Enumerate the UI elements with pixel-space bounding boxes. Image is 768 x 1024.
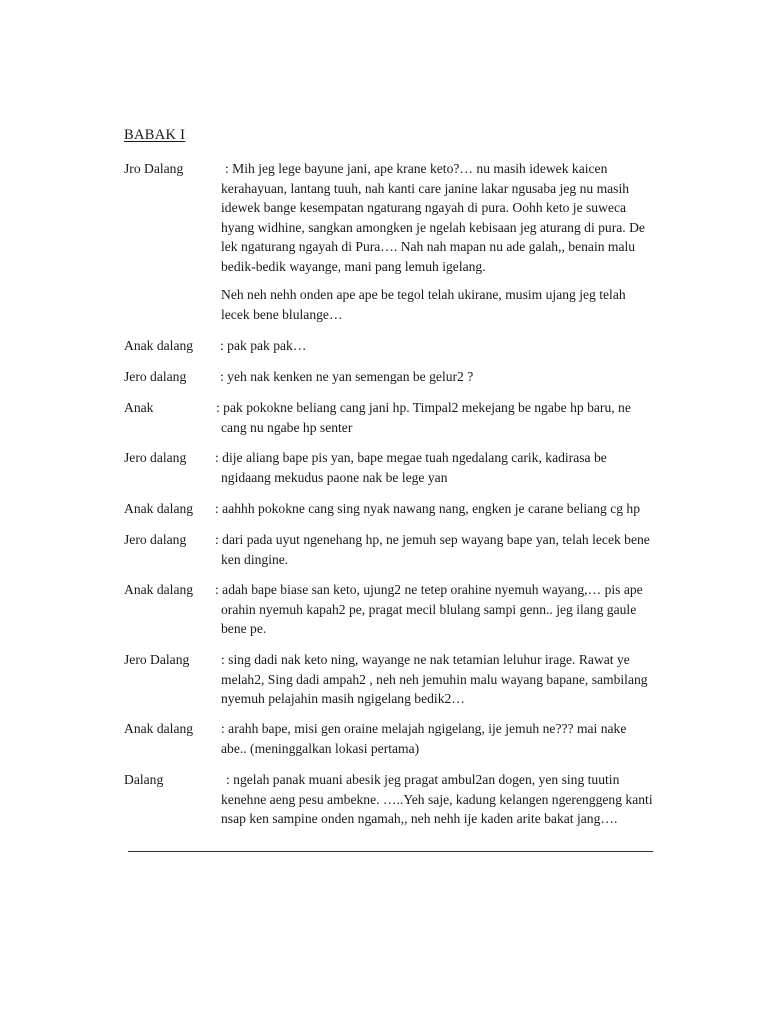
speaker-name: Anak dalang (124, 338, 194, 353)
speaker-name: Anak dalang (124, 582, 194, 597)
dialogue-line: melah2, Sing dadi ampah2 , neh neh jemuhin malu wayang bapane, sambilang (221, 671, 648, 687)
dialogue-line: ken dingine. (221, 551, 289, 567)
dialogue-line: lecek bene blulange… (221, 306, 343, 322)
dialogue-line: : ngelah panak muani abesik jeg pragat ambul2an dogen, yen sing tuutin (226, 772, 620, 787)
dialogue-entry (124, 367, 664, 387)
end-divider-line (128, 851, 653, 852)
dialogue-line: kerahayuan, lantang tuuh, nah kanti care janine lakar ngusaba jeg nu masih (221, 180, 630, 196)
dialogue-entry (124, 336, 664, 356)
dialogue-line: : pak pak pak… (220, 338, 307, 353)
speaker-name: Dalang (124, 772, 164, 787)
dialogue-line: kenehne aeng pesu ambekne. …..Yeh saje, kadung kelangen ngerenggeng kanti (221, 791, 653, 807)
dialogue-line: hyang widhine, sangkan amongken je ngelah kebisaan jeg aturang di pura. De (221, 219, 645, 235)
dialogue-line: : yeh nak kenken ne yan semengan be gelur2 ? (220, 369, 474, 384)
dialogue-entry (124, 719, 664, 759)
dialogue-entry (124, 770, 664, 830)
dialogue-entry (124, 448, 664, 488)
dialogue-line: cang nu ngabe hp senter (221, 419, 353, 435)
speaker-name: Jero Dalang (124, 652, 190, 667)
speaker-name: Anak (124, 400, 154, 415)
dialogue-line: orahin nyemuh kapah2 pe, pragat mecil blulang sampi genn.. jeg ilang gaule (221, 601, 637, 617)
dialogue-entry (124, 530, 664, 570)
dialogue-line: ngidaang mekudus paone nak be lege yan (221, 469, 448, 485)
dialogue-line: : arahh bape, misi gen oraine melajah ngigelang, ije jemuh ne??? mai nake (221, 721, 627, 736)
speaker-name: Anak dalang (124, 501, 194, 516)
dialogue-entry (124, 285, 664, 325)
dialogue-line: : adah bape biase san keto, ujung2 ne tetep orahine nyemuh wayang,… pis ape (215, 582, 643, 597)
speaker-name: Jero dalang (124, 532, 187, 547)
dialogue-line: : Mih jeg lege bayune jani, ape krane keto?… nu masih idewek kaicen (225, 161, 608, 176)
dialogue-line: : dije aliang bape pis yan, bape megae tuah ngedalang carik, kadirasa be (215, 450, 607, 465)
speaker-name: Anak dalang (124, 721, 194, 736)
dialogue-line: lek ngaturang ngayah di Pura…. Nah nah mapan nu ade galah,, benain malu (221, 239, 636, 254)
dialogue-entry (124, 580, 664, 640)
dialogue-line: : pak pokokne beliang cang jani hp. Timpal2 mekejang be ngabe hp baru, ne (216, 400, 631, 415)
speaker-name: Jero dalang (124, 369, 187, 384)
dialogue-line: abe.. (meninggalkan lokasi pertama) (221, 740, 420, 756)
dialogue-line: : dari pada uyut ngenehang hp, ne jemuh sep wayang bape yan, telah lecek bene (215, 532, 650, 547)
dialogue-line: : aahhh pokokne cang sing nyak nawang nang, engken je carane beliang cg hp (215, 501, 641, 516)
dialogue-line: : sing dadi nak keto ning, wayange ne nak tetamian leluhur irage. Rawat ye (221, 652, 630, 667)
dialogue-line: Neh neh nehh onden ape ape be tegol telah ukirane, musim ujang jeg telah (221, 287, 626, 302)
dialogue-entry (124, 398, 664, 438)
speaker-name: Jro Dalang (124, 161, 184, 176)
dialogue-entry (124, 499, 664, 519)
dialogue-entry (124, 159, 664, 279)
dialogue-line: bedik-bedik wayange, mani pang lemuh igelang. (221, 258, 486, 274)
dialogue-entry (124, 650, 664, 710)
dialogue-line: bene pe. (221, 621, 267, 636)
dialogue-line: nyemuh pelajahin masih ngigelang bedik2… (221, 691, 465, 706)
dialogue-line: nsap ken sampine onden ngamah,, neh nehh ije kaden arite bakat jang…. (221, 811, 618, 826)
dialogue-line: idewek bange kesempatan ngaturang ngayah di pura. Oohh keto je suweca (221, 200, 627, 215)
speaker-name: Jero dalang (124, 450, 187, 465)
act-heading: BABAK I (124, 127, 186, 143)
